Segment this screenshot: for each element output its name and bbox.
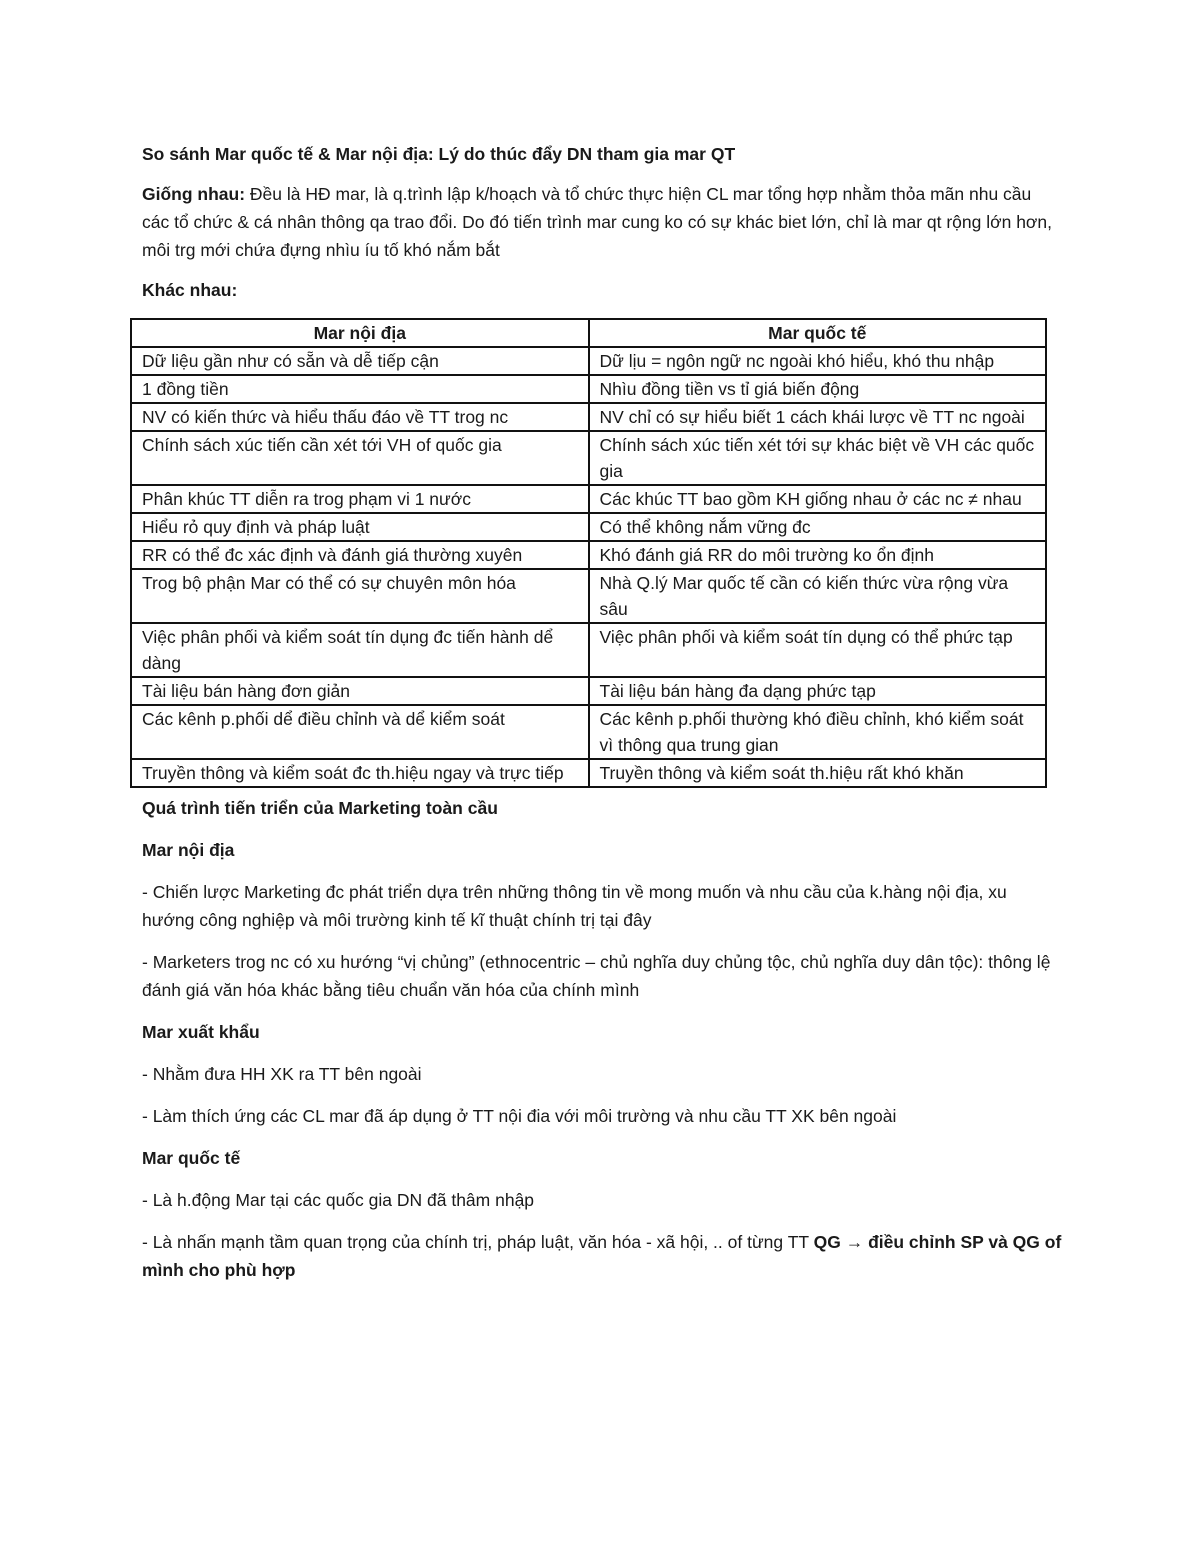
table-row xyxy=(131,623,1046,677)
table-cell: Có thể không nắm vững đc xyxy=(589,513,1047,541)
list-item: - Chiến lược Marketing đc phát triển dựa trên những thông tin về mong muốn và nhu cầu của k.hàng nội địa, xu hướng công nghiệp và môi trường kinh tế kĩ thuật chính trị tại đây xyxy=(142,882,1007,930)
table-row xyxy=(131,677,1046,705)
table-row xyxy=(131,431,1046,485)
similarities-paragraph xyxy=(142,180,1062,264)
table-cell: Phân khúc TT diễn ra trog phạm vi 1 nước xyxy=(131,485,589,513)
list-item: - Là h.động Mar tại các quốc gia DN đã thâm nhập xyxy=(142,1190,535,1210)
table-row xyxy=(131,541,1046,569)
differences-label: Khác nhau: xyxy=(142,280,238,300)
table-header-row xyxy=(131,319,1046,347)
table-cell: RR có thể đc xác định và đánh giá thường xuyên xyxy=(131,541,589,569)
table-cell: Hiểu rỏ quy định và pháp luật xyxy=(131,513,589,541)
domestic-title: Mar nội địa xyxy=(142,840,235,860)
table-row xyxy=(131,403,1046,431)
document-page xyxy=(142,140,1062,1298)
table-cell: NV chỉ có sự hiểu biết 1 cách khái lược về TT nc ngoài xyxy=(589,403,1047,431)
bullet-text: - Là nhấn mạnh tầm quan trọng của chính trị, pháp luật, văn hóa - xã hội, .. of từng TT xyxy=(142,1232,814,1252)
table-cell: Nhà Q.lý Mar quốc tế cần có kiến thức vừa rộng vừa sâu xyxy=(589,569,1047,623)
table-cell: Chính sách xúc tiến cần xét tới VH of quốc gia xyxy=(131,431,589,485)
table-cell: Việc phân phối và kiểm soát tín dụng đc tiến hành dể dàng xyxy=(131,623,589,677)
table-cell: Tài liệu bán hàng đa dạng phức tạp xyxy=(589,677,1047,705)
table-row xyxy=(131,569,1046,623)
table-cell: Khó đánh giá RR do môi trường ko ổn định xyxy=(589,541,1047,569)
table-cell: Dữ lịu = ngôn ngữ nc ngoài khó hiểu, khó thu nhập xyxy=(589,347,1047,375)
document-title: So sánh Mar quốc tế & Mar nội địa: Lý do thúc đẩy DN tham gia mar QT xyxy=(142,144,736,164)
table-cell: Việc phân phối và kiểm soát tín dụng có thể phức tạp xyxy=(589,623,1047,677)
comparison-table xyxy=(130,318,1047,788)
table-cell: Truyền thông và kiểm soát đc th.hiệu ngay và trực tiếp xyxy=(131,759,589,787)
table-cell: NV có kiến thức và hiểu thấu đáo về TT trog nc xyxy=(131,403,589,431)
list-item: - Nhằm đưa HH XK ra TT bên ngoài xyxy=(142,1064,422,1084)
header-international: Mar quốc tế xyxy=(589,319,1047,347)
table-row xyxy=(131,485,1046,513)
table-row xyxy=(131,705,1046,759)
table-cell: Các kênh p.phối thường khó điều chỉnh, khó kiểm soát vì thông qua trung gian xyxy=(589,705,1047,759)
table-row xyxy=(131,375,1046,403)
table-row xyxy=(131,513,1046,541)
table-cell: Dữ liệu gần như có sẵn và dễ tiếp cận xyxy=(131,347,589,375)
similarities-label: Giống nhau: xyxy=(142,184,246,204)
table-cell: Tài liệu bán hàng đơn giản xyxy=(131,677,589,705)
table-cell: Nhìu đồng tiền vs tỉ giá biến động xyxy=(589,375,1047,403)
similarities-text: Đều là HĐ mar, là q.trình lập k/hoạch và tổ chức thực hiện CL mar tổng hợp nhằm thỏa mãn nhu cầu các tổ chức & cá nhân thông qa trao đổi. Do đó tiến trình mar cung ko có sự khác biet lớn, chỉ là mar qt rộng lớn hơn, môi trg mới chứa đựng nhìu íu tố khó nắm bắt xyxy=(142,184,1052,260)
table-cell: Chính sách xúc tiến xét tới sự khác biệt về VH các quốc gia xyxy=(589,431,1047,485)
table-row xyxy=(131,347,1046,375)
header-domestic: Mar nội địa xyxy=(131,319,589,347)
table-cell: Các khúc TT bao gồm KH giống nhau ở các nc ≠ nhau xyxy=(589,485,1047,513)
list-item: - Làm thích ứng các CL mar đã áp dụng ở TT nội đia với môi trường và nhu cầu TT XK bên ngoài xyxy=(142,1106,897,1126)
list-item: - Marketers trog nc có xu hướng “vị chủng” (ethnocentric – chủ nghĩa duy chủng tộc, chủ nghĩa duy dân tộc): thông lệ đánh giá văn hóa khác bằng tiêu chuẩn văn hóa của chính mình xyxy=(142,952,1051,1000)
table-cell: Truyền thông và kiểm soát th.hiệu rất khó khăn xyxy=(589,759,1047,787)
table-cell: Các kênh p.phối dể điều chỉnh và dể kiểm soát xyxy=(131,705,589,759)
table-row xyxy=(131,759,1046,787)
bullet-bold-text: QG xyxy=(813,1232,841,1252)
table-cell: Trog bộ phận Mar có thể có sự chuyên môn hóa xyxy=(131,569,589,623)
list-item xyxy=(142,1228,1062,1284)
arrow-right-icon: → xyxy=(845,1232,864,1252)
table-cell: 1 đồng tiền xyxy=(131,375,589,403)
international-title: Mar quốc tế xyxy=(142,1148,241,1168)
bullet-bold-text: điều chỉnh SP và QG of mình cho phù hợp xyxy=(142,1232,1062,1280)
evolution-title: Quá trình tiến triển của Marketing toàn cầu xyxy=(142,798,498,818)
export-title: Mar xuất khẩu xyxy=(142,1022,260,1042)
